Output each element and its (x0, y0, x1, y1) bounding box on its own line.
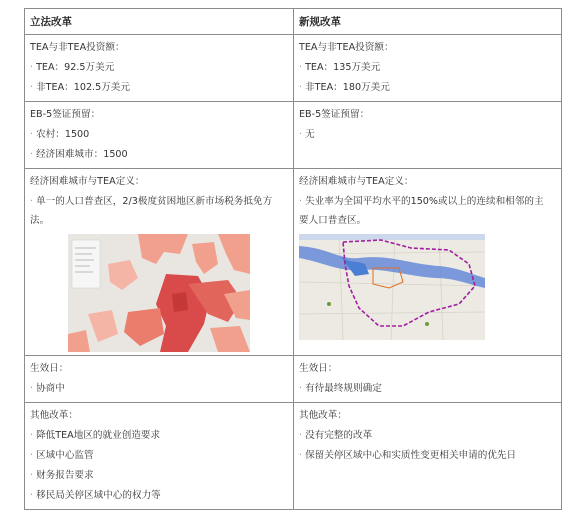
bullet-icon: · (299, 430, 303, 441)
investment-row (25, 34, 561, 101)
bullet-icon: · (299, 450, 303, 461)
boundary-map-image (299, 234, 485, 340)
bullet-icon: · (30, 129, 34, 140)
header-regulatory: 新规改革 (293, 9, 561, 34)
list-item: · 移民局关停区域中心的权力等 (30, 490, 161, 501)
list-item: · 降低TEA地区的就业创造要求 (30, 430, 161, 441)
definition-right (293, 169, 561, 355)
list-item: · TEA：92.5万美元 (30, 62, 115, 73)
investment-left (25, 35, 293, 101)
bullet-icon: · (30, 149, 34, 160)
bullet-icon: · (299, 196, 303, 207)
heat-map-image (68, 234, 250, 352)
other-left-title: 其他改革： (30, 410, 78, 421)
other-row (25, 402, 561, 509)
header-row (25, 9, 561, 34)
bullet-icon: · (299, 383, 303, 394)
bullet-icon: · (30, 450, 34, 461)
list-item: · 无 (299, 129, 315, 140)
effective-right (293, 356, 561, 402)
list-item: · 农村：1500 (30, 129, 90, 140)
bullet-icon: · (30, 490, 34, 501)
visa-row (25, 101, 561, 168)
list-item: · 有待最终规则确定 (299, 383, 382, 394)
list-item: · 财务报告要求 (30, 470, 94, 481)
effective-row (25, 355, 561, 402)
bullet-icon: · (299, 62, 303, 73)
list-item: · 经济困难城市：1500 (30, 149, 128, 160)
visa-right-title: EB-5签证预留： (299, 109, 370, 120)
investment-left-title: TEA与非TEA投资额： (30, 42, 125, 53)
definition-row (25, 168, 561, 355)
list-item: · 保留关停区域中心和实质性变更相关申请的优先日 (299, 450, 517, 461)
tea-heat-map (68, 234, 250, 352)
list-item: · 区域中心监管 (30, 450, 94, 461)
visa-left (25, 102, 293, 168)
bullet-icon: · (30, 82, 34, 93)
other-left (25, 403, 293, 509)
bullet-icon: · (30, 62, 34, 73)
definition-left-title: 经济困难城市与TEA定义： (30, 176, 145, 187)
visa-left-title: EB-5签证预留： (30, 109, 101, 120)
definition-left-text: · 单一的人口普查区，2/3极度贫困地区新市场税务抵免方法。 (30, 196, 273, 226)
bullet-icon: · (30, 470, 34, 481)
effective-right-title: 生效日： (299, 363, 338, 374)
bullet-icon: · (299, 82, 303, 93)
list-item: · TEA：135万美元 (299, 62, 381, 73)
list-item: · 非TEA：102.5万美元 (30, 82, 130, 93)
bullet-icon: · (30, 196, 34, 207)
comparison-table (24, 8, 562, 510)
bullet-icon: · (30, 383, 34, 394)
investment-right-title: TEA与非TEA投资额： (299, 42, 394, 53)
definition-left (25, 169, 293, 355)
effective-left (25, 356, 293, 402)
other-right-title: 其他改革： (299, 410, 347, 421)
definition-right-text: · 失业率为全国平均水平的150%或以上的连续和相邻的主要人口普查区。 (299, 196, 544, 226)
header-legislative: 立法改革 (30, 16, 72, 28)
effective-left-title: 生效日： (30, 363, 69, 374)
tea-boundary-map (299, 234, 485, 340)
bullet-icon: · (299, 129, 303, 140)
investment-right (293, 35, 561, 101)
list-item: · 协商中 (30, 383, 65, 394)
visa-right (293, 102, 561, 168)
bullet-icon: · (30, 430, 34, 441)
definition-right-title: 经济困难城市与TEA定义： (299, 176, 414, 187)
list-item: · 非TEA：180万美元 (299, 82, 390, 93)
list-item: · 没有完整的改革 (299, 430, 373, 441)
other-right (293, 403, 561, 509)
